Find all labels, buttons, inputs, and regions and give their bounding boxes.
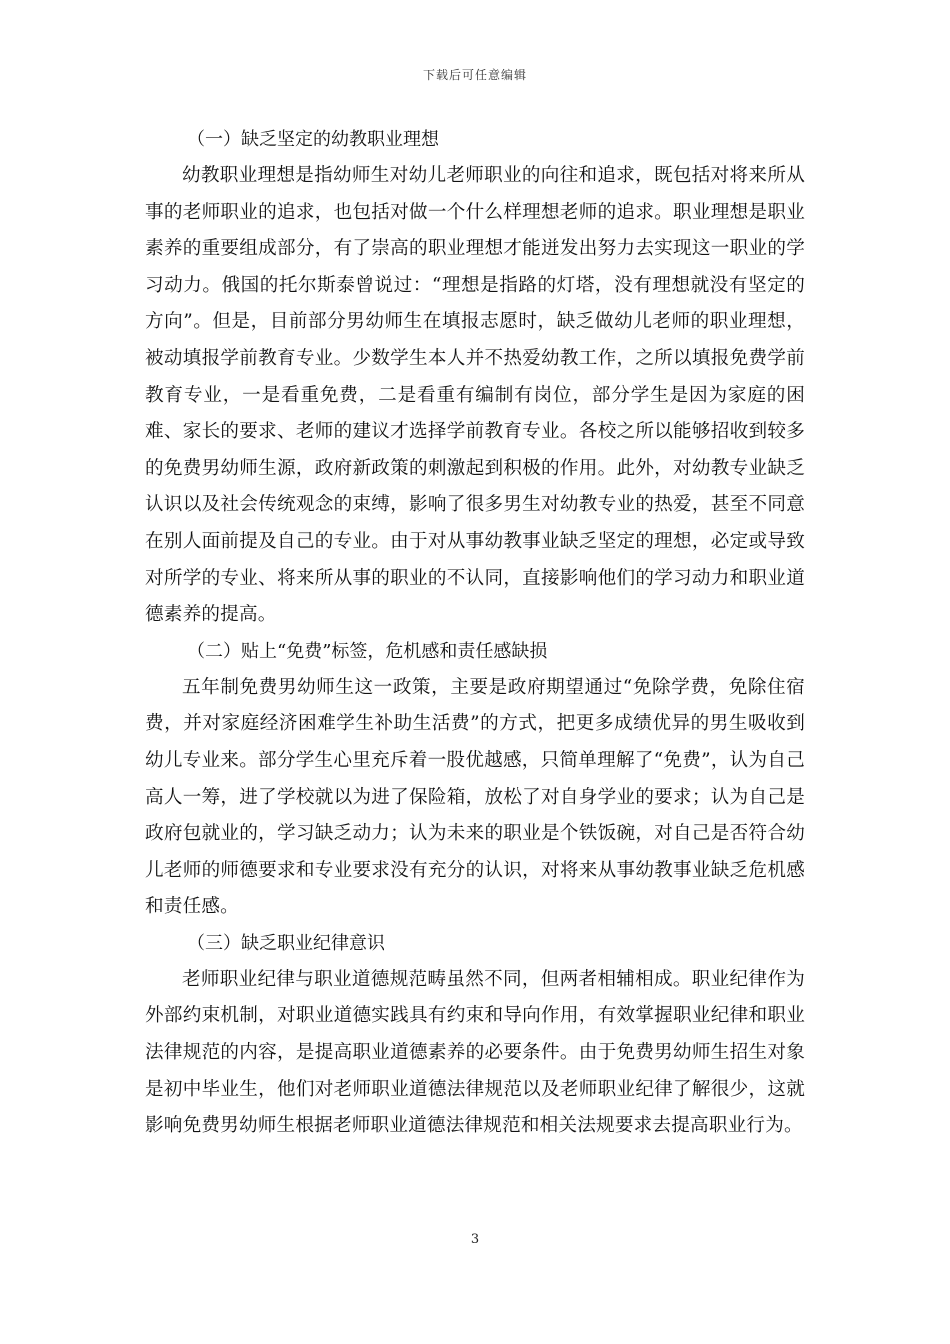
section-2: [145, 634, 805, 926]
document-body: [145, 122, 805, 1145]
section-paragraph: 五年制免费男幼师生这一政策，主要是政府期望通过“免除学费，免除住宿费，并对家庭经济困难学生补助生活费”的方式，把更多成绩优异的男生吸收到幼儿专业来。部分学生心里充斥着一股优越感，只简单理解了“免费”，认为自己高人一筹，进了学校就以为进了保险箱，放松了对自身学业的要求；认为自己是政府包就业的，学习缺乏动力；认为未来的职业是个铁饭碗，对自己是否符合幼儿老师的师德要求和专业要求没有充分的认识，对将来从事幼教事业缺乏危机感和责任感。: [145, 676, 805, 918]
section-paragraph: 老师职业纪律与职业道德规范畴虽然不同，但两者相辅相成。职业纪律作为外部约束机制，对职业道德实践具有约束和导向作用，有效掌握职业纪律和职业法律规范的内容，是提高职业道德素养的必要条件。由于免费男幼师生招生对象是初中毕业生，他们对老师职业道德法律规范以及老师职业纪律了解很少，这就影响免费男幼师生根据老师职业道德法律规范和相关法规要求去提高职业行为。: [145, 968, 805, 1137]
section-paragraph: 幼教职业理想是指幼师生对幼儿老师职业的向往和追求，既包括对将来所从事的老师职业的追求，也包括对做一个什么样理想老师的追求。职业理想是职业素养的重要组成部分，有了崇高的职业理想才能迸发出努力去实现这一职业的学习动力。俄国的托尔斯泰曾说过：“理想是指路的灯塔，没有理想就没有坚定的方向”。但是，目前部分男幼师生在填报志愿时，缺乏做幼儿老师的职业理想，被动填报学前教育专业。少数学生本人并不热爱幼教工作，之所以填报免费学前教育专业，一是看重免费，二是看重有编制有岗位，部分学生是因为家庭的困难、家长的要求、老师的建议才选择学前教育专业。各校之所以能够招收到较多的免费男幼师生源，政府新政策的刺激起到积极的作用。此外，对幼教专业缺乏认识以及社会传统观念的束缚，影响了很多男生对幼教专业的热爱，甚至不同意在别人面前提及自己的专业。由于对从事幼教事业缺乏坚定的理想，必定或导致对所学的专业、将来所从事的职业的不认同，直接影响他们的学习动力和职业道德素养的提高。: [145, 165, 805, 626]
page-header-note: 下载后可任意编辑: [422, 68, 527, 82]
section-heading: （二）贴上“免费”标签，危机感和责任感缺损: [187, 640, 548, 662]
section-1: [145, 122, 805, 634]
section-heading: （一）缺乏坚定的幼教职业理想: [187, 129, 439, 150]
page-number: 3: [470, 1232, 480, 1247]
section-heading: （三）缺乏职业纪律意识: [187, 932, 385, 954]
section-3: [145, 926, 805, 1145]
